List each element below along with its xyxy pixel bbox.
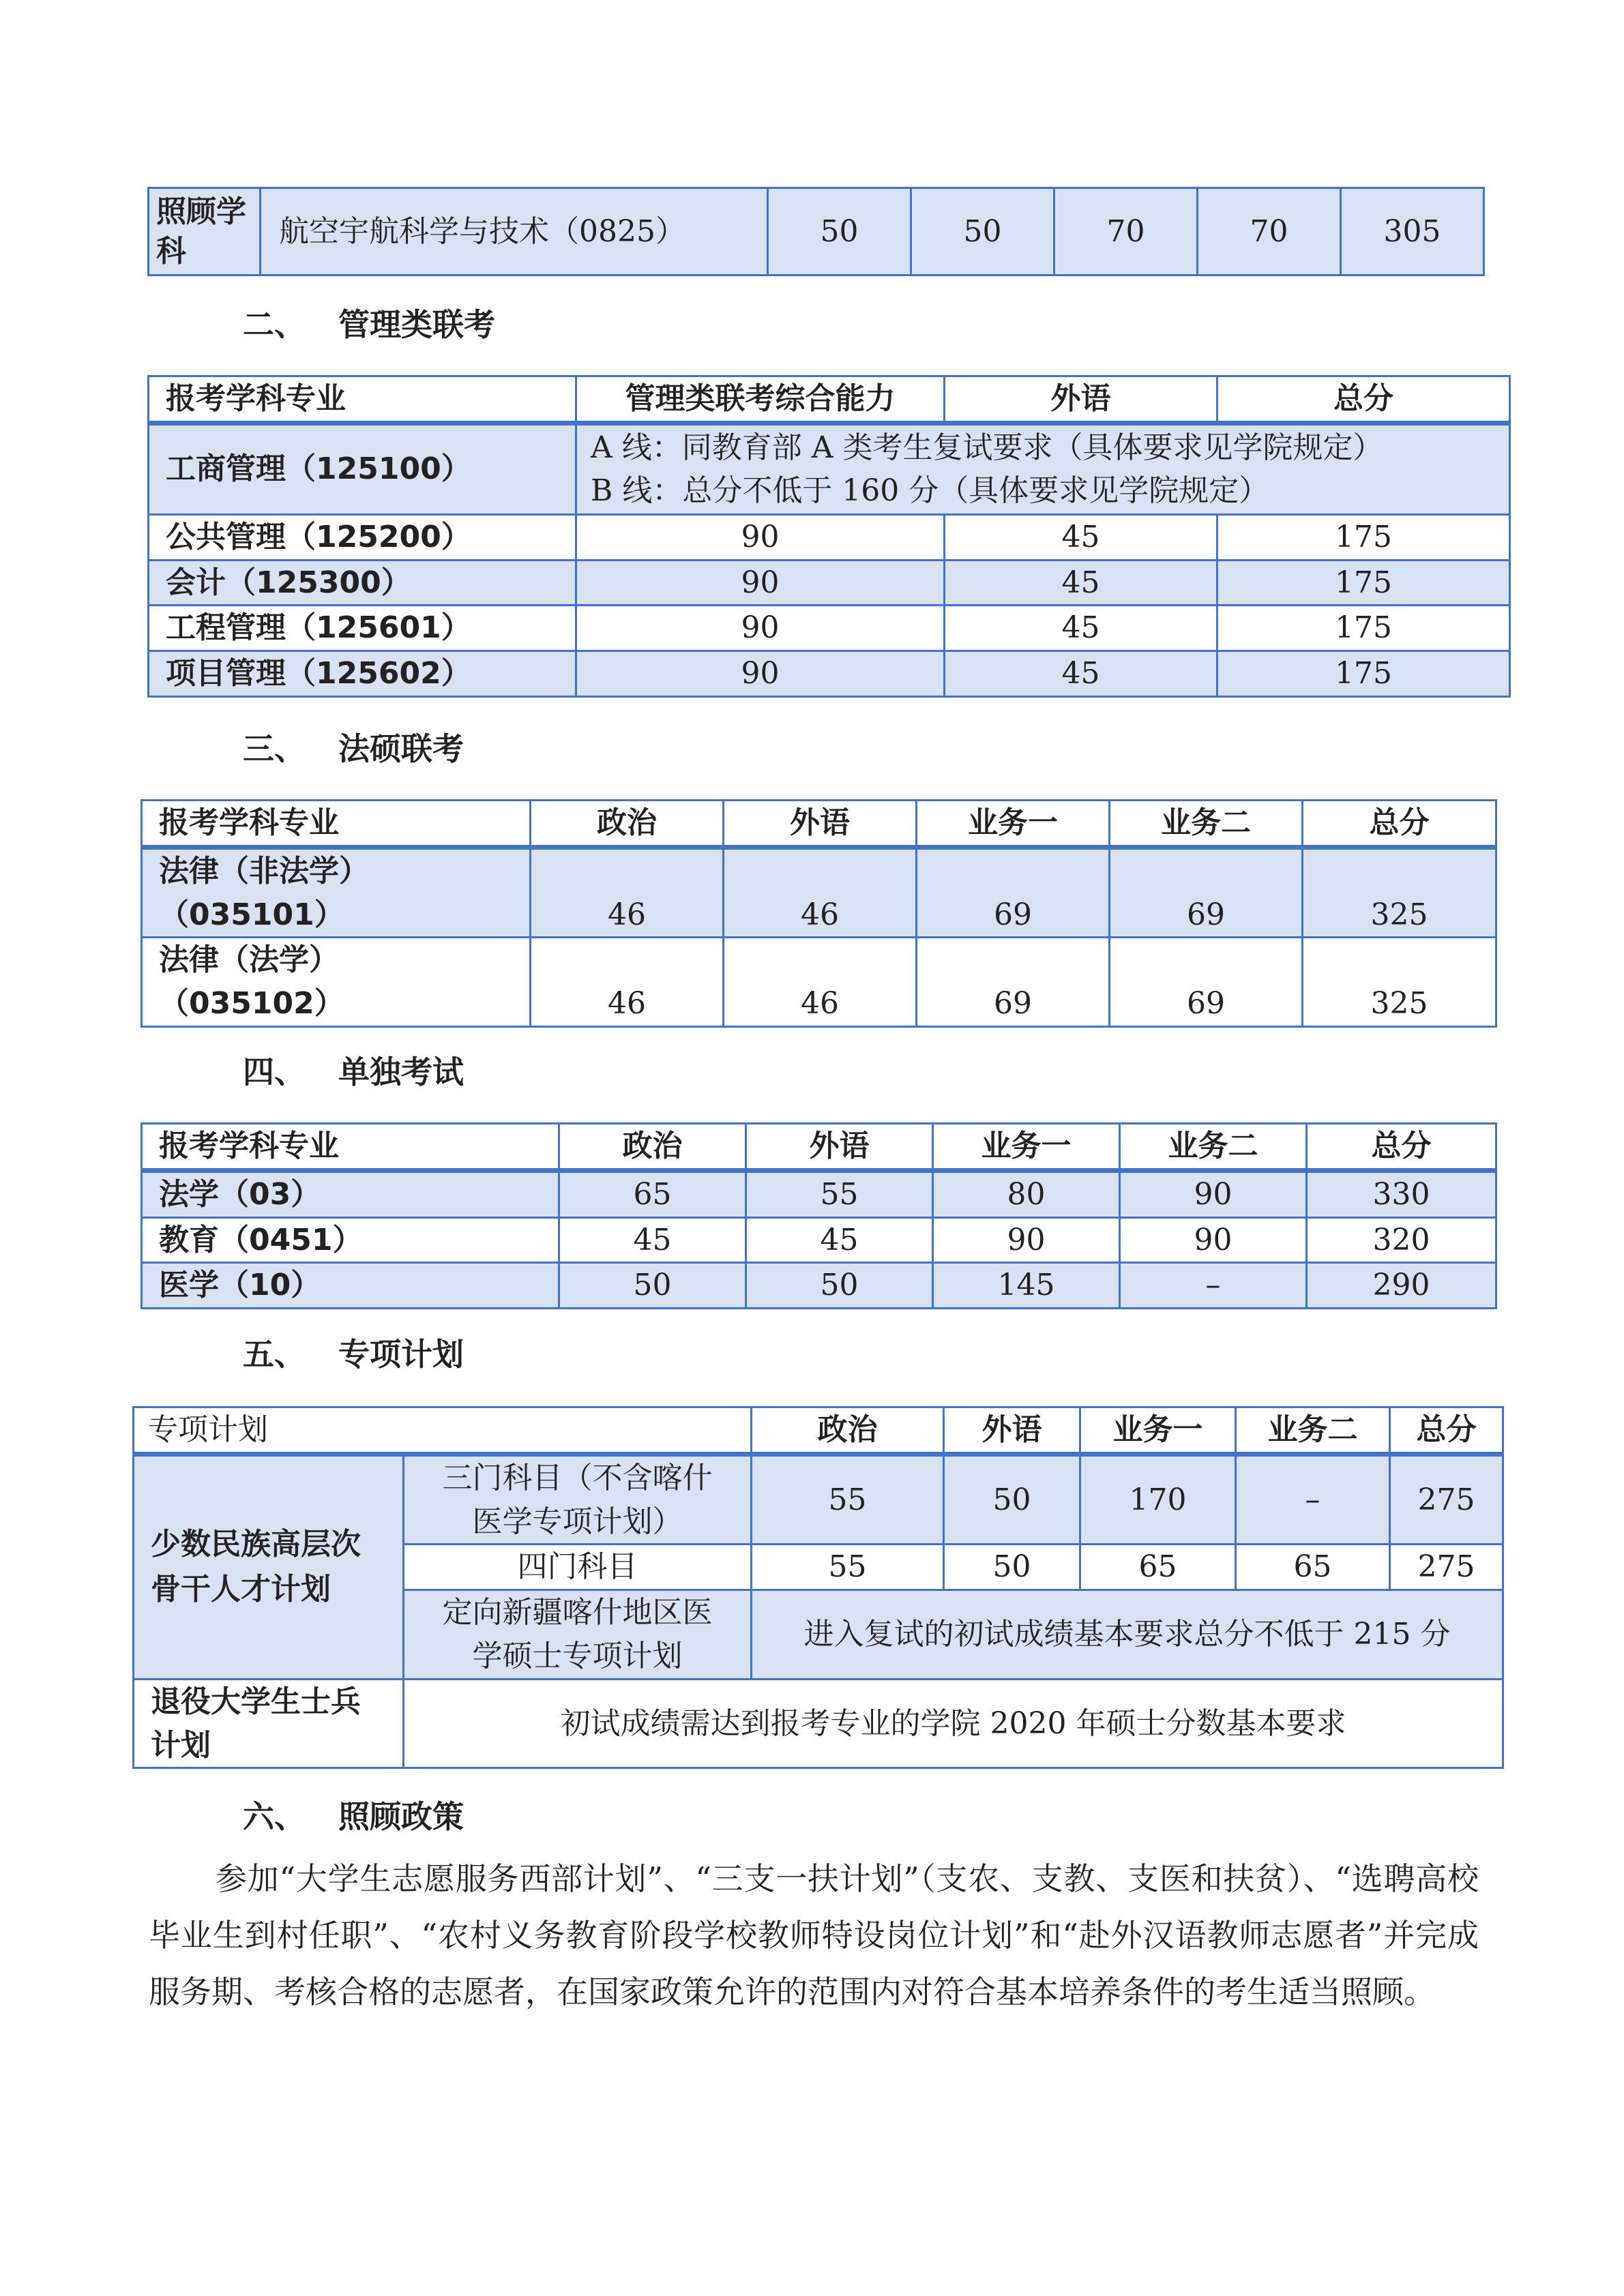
column-header: 总分 [1390,1407,1503,1455]
section-heading-3 [243,724,464,769]
score-cell: 65 [1236,1545,1390,1590]
plan-subtype: 定向新疆喀什地区医学硕士专项计划 [404,1590,752,1680]
major-name-line1: 法律（法学） [159,942,339,978]
major-name: 医学（10） [142,1263,559,1309]
score-cell: 70 [1198,188,1341,275]
column-header: 业务二 [1120,1124,1307,1171]
section-number: 二、 [243,306,306,343]
column-header: 报考学科专业 [142,1124,559,1171]
section-title: 管理类联考 [338,306,495,343]
major-name: 会计（125300） [149,560,576,606]
table-header-row [142,801,1496,848]
score-cell: 145 [933,1263,1120,1309]
score-cell: 275 [1390,1545,1503,1590]
section-number: 六、 [243,1798,306,1835]
score-cell: 90 [576,606,945,651]
requirement-text: 初试成绩需达到报考专业的学院 2020 年硕士分数基本要求 [404,1679,1503,1768]
score-cell: 170 [1080,1454,1236,1545]
score-cell: 55 [746,1170,933,1217]
score-cell: 80 [933,1170,1120,1217]
care-subject-label: 照顾学科 [149,188,261,275]
table-row [134,1679,1503,1768]
table-row [149,423,1510,514]
score-cell: 90 [576,514,945,560]
special-plan-table [132,1406,1504,1769]
score-cell: 175 [1217,560,1510,606]
subject-name: 航空宇航科学与技术（0825） [261,188,768,275]
major-name: 公共管理（125200） [149,514,576,560]
score-cell: 65 [1080,1545,1236,1590]
score-cell: 69 [917,938,1110,1027]
column-header: 政治 [752,1407,944,1455]
plan-subtype: 四门科目 [404,1545,752,1590]
table-header-row [142,1124,1496,1171]
table-row [149,188,1484,275]
score-cell: 325 [1303,938,1496,1027]
score-cell: 50 [746,1263,933,1309]
top-care-subject-table [147,187,1485,276]
score-cell: 45 [945,651,1217,697]
score-cell: 45 [559,1217,746,1263]
score-cell: 69 [1110,847,1303,938]
score-cell: 45 [945,514,1217,560]
column-header: 外语 [944,1407,1080,1455]
section-number: 五、 [243,1336,306,1373]
score-cell: 175 [1217,651,1510,697]
column-header: 总分 [1307,1124,1496,1171]
major-name [142,847,531,938]
score-cell: 46 [531,847,724,938]
column-header: 管理类联考综合能力 [576,376,945,423]
score-cell: 175 [1217,514,1510,560]
table-row [142,1170,1496,1217]
care-policy-paragraph: 参加“大学生志愿服务西部计划”、“三支一扶计划”（支农、支教、支医和扶贫）、“选聘高校毕业生到村任职”、“农村义务教育阶段学校教师特设岗位计划”和“赴外汉语教师志愿者”并完成服务期、考核合格的志愿者，在国家政策允许的范围内对符合基本培养条件的考生适当照顾。 [149,1860,1479,2010]
major-name: 教育（0451） [142,1217,559,1263]
score-cell: 45 [945,560,1217,606]
business-requirements [576,423,1510,514]
line-a-text: A 线：同教育部 A 类考生复试要求（具体要求见学院规定） [591,430,1383,465]
score-cell: 305 [1341,188,1484,275]
major-name: 法学（03） [142,1170,559,1217]
column-header: 外语 [746,1124,933,1171]
column-header: 业务一 [1080,1407,1236,1455]
column-header: 报考学科专业 [142,801,531,848]
table-row [142,1217,1496,1263]
column-header: 外语 [945,376,1217,423]
column-header: 总分 [1303,801,1496,848]
column-header: 政治 [559,1124,746,1171]
score-cell: 90 [576,560,945,606]
score-cell: 50 [559,1263,746,1309]
section-heading-2 [243,300,495,345]
table-row [149,560,1510,606]
score-cell: 69 [917,847,1110,938]
column-header: 专项计划 [134,1407,752,1455]
score-cell: 65 [559,1170,746,1217]
score-cell: 90 [576,651,945,697]
score-cell: – [1120,1263,1307,1309]
score-cell: 90 [1120,1217,1307,1263]
section-number: 四、 [243,1054,306,1090]
table-row [134,1454,1503,1545]
score-cell: 290 [1307,1263,1496,1309]
column-header: 业务二 [1236,1407,1390,1455]
section-heading-6 [243,1792,464,1837]
score-cell: 50 [944,1545,1080,1590]
major-name-line1: 法律（非法学） [159,853,369,889]
table-row [142,1263,1496,1309]
major-name-line2: （035101） [159,897,344,932]
score-cell: 46 [531,938,724,1027]
column-header: 外语 [724,801,917,848]
plan-name: 少数民族高层次骨干人才计划 [134,1454,404,1679]
score-cell: 45 [746,1217,933,1263]
major-name [142,938,531,1027]
score-cell: 90 [1120,1170,1307,1217]
table-row [149,651,1510,697]
major-name: 工商管理（125100） [149,423,576,514]
independent-exam-table [141,1122,1497,1309]
law-master-exam-table [141,799,1497,1028]
table-row [149,514,1510,560]
table-row [149,606,1510,651]
score-cell: 55 [752,1545,944,1590]
table-row [142,847,1496,938]
column-header: 业务一 [917,801,1110,848]
section-title: 照顾政策 [338,1798,464,1835]
score-cell: 45 [945,606,1217,651]
score-cell: 46 [724,847,917,938]
score-cell: 325 [1303,847,1496,938]
major-name: 项目管理（125602） [149,651,576,697]
line-b-text: B 线：总分不低于 160 分（具体要求见学院规定） [591,473,1269,509]
table-row [142,938,1496,1027]
score-cell: 50 [911,188,1054,275]
score-cell: 50 [768,188,911,275]
score-cell: 46 [724,938,917,1027]
table-header-row [149,376,1510,423]
management-exam-table [147,375,1511,698]
major-name: 工程管理（125601） [149,606,576,651]
column-header: 业务二 [1110,801,1303,848]
column-header: 报考学科专业 [149,376,576,423]
score-cell: 55 [752,1454,944,1545]
plan-name: 退役大学生士兵计划 [134,1679,404,1768]
major-name-line2: （035102） [159,986,344,1022]
score-cell: 50 [944,1454,1080,1545]
score-cell: 69 [1110,938,1303,1027]
section-heading-5 [243,1330,464,1375]
column-header: 业务一 [933,1124,1120,1171]
section-title: 法硕联考 [338,730,464,767]
column-header: 政治 [531,801,724,848]
section-title: 专项计划 [338,1336,464,1373]
score-cell: 275 [1390,1454,1503,1545]
section-heading-4 [243,1047,464,1092]
plan-subtype: 三门科目（不含喀什医学专项计划） [404,1454,752,1545]
requirement-text: 进入复试的初试成绩基本要求总分不低于 215 分 [752,1590,1503,1680]
column-header: 总分 [1217,376,1510,423]
score-cell: 175 [1217,606,1510,651]
score-cell: 90 [933,1217,1120,1263]
score-cell: – [1236,1454,1390,1545]
score-cell: 320 [1307,1217,1496,1263]
section-number: 三、 [243,730,306,767]
table-header-row [134,1407,1503,1455]
section-title: 单独考试 [338,1054,464,1090]
score-cell: 330 [1307,1170,1496,1217]
score-cell: 70 [1054,188,1198,275]
